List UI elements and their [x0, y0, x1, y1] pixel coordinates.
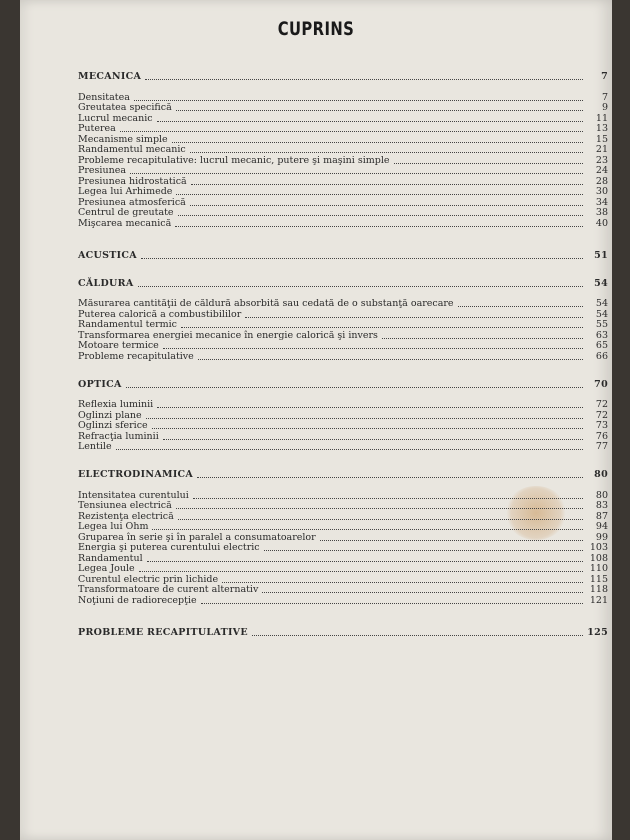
entry-title: Reflexia luminii [78, 399, 154, 410]
dot-leader [152, 529, 583, 530]
entry-title: Motoare termice [78, 340, 159, 351]
dot-leader [126, 387, 583, 388]
entry-page-number: 28 [595, 175, 608, 187]
entry-title: Probleme recapitulative: lucrul mecanic, putere şi maşini simple [78, 154, 390, 166]
entry-title: Lucrul mecanic [78, 112, 153, 124]
entry-title: Energia şi puterea curentului electric [78, 542, 260, 553]
entry-title: Lentile [78, 441, 112, 452]
toc-entry-row [78, 543, 608, 554]
toc-entry-row [78, 330, 608, 341]
section-title: MECANICA [78, 71, 142, 82]
entry-page-number: 30 [595, 186, 608, 197]
toc-entry-row [78, 574, 608, 585]
entry-title: Legea lui Ohm [78, 521, 149, 532]
entry-page-number: 9 [601, 102, 608, 113]
entry-page-number: 34 [595, 196, 608, 208]
dot-leader [201, 603, 583, 604]
entry-title: Măsurarea cantităţii de căldură absorbită sau cedată de o substanţă oarecare [78, 298, 454, 309]
toc-entry-row [78, 400, 608, 411]
entry-title: Mecanisme simple [78, 133, 168, 145]
entry-title: Presiunea [78, 165, 126, 176]
dot-leader [138, 286, 583, 287]
toc-entry-row [78, 124, 608, 135]
toc-entry-row [78, 166, 608, 177]
toc-entry-row [78, 532, 608, 543]
dot-leader [252, 635, 583, 636]
entry-page-number: 7 [601, 91, 608, 103]
dot-leader [139, 571, 583, 572]
entry-title: Randamentul [78, 552, 143, 564]
section-page-number: 80 [594, 469, 608, 480]
entry-page-number: 118 [589, 584, 608, 595]
dot-leader [264, 550, 583, 551]
entry-page-number: 80 [595, 489, 608, 501]
toc-entry-row [78, 490, 608, 501]
toc-entry-row [78, 595, 608, 606]
toc-section-row [78, 249, 608, 261]
toc-entry-row [78, 176, 608, 187]
section-page-number: 54 [594, 277, 608, 289]
dot-leader [141, 258, 583, 259]
entry-page-number: 115 [589, 573, 608, 585]
entry-page-number: 94 [595, 521, 608, 532]
section-spacer [78, 362, 608, 378]
entry-page-number: 55 [595, 319, 608, 330]
toc-entry-row [78, 145, 608, 156]
book-page [20, 0, 612, 840]
entry-title: Randamentul termic [78, 319, 177, 330]
entry-page-number: 63 [595, 329, 608, 341]
entry-title: Densitatea [78, 91, 130, 103]
toc-entry-row [78, 431, 608, 442]
dot-leader [176, 110, 583, 111]
entry-page-number: 40 [595, 217, 608, 229]
entry-title: Rezistenţa electrică [78, 510, 174, 522]
entry-page-number: 11 [595, 112, 608, 124]
dot-leader [130, 173, 583, 174]
entry-page-number: 23 [595, 154, 608, 166]
entry-title: Tensiunea electrică [78, 500, 172, 511]
entries-spacer [78, 390, 608, 400]
dot-leader [157, 121, 583, 122]
dot-leader [458, 306, 583, 307]
dot-leader [147, 561, 583, 562]
entry-page-number: 99 [595, 531, 608, 543]
dot-leader [134, 100, 583, 101]
entry-title: Puterea [78, 123, 116, 134]
entry-title: Refracţia luminii [78, 430, 159, 442]
entry-title: Mişcarea mecanică [78, 217, 172, 229]
entry-page-number: 76 [595, 430, 608, 442]
dot-leader [262, 592, 583, 593]
dot-leader [146, 418, 583, 419]
dot-leader [172, 142, 583, 143]
entry-page-number: 13 [595, 123, 608, 134]
toc-section-row [78, 378, 608, 390]
toc-entry-row [78, 309, 608, 320]
toc-section-row [78, 626, 608, 638]
dot-leader [163, 348, 583, 349]
dot-leader [181, 327, 583, 328]
entry-page-number: 103 [589, 542, 608, 553]
toc-entry-row [78, 341, 608, 352]
entry-page-number: 21 [595, 144, 608, 155]
toc-section-row [78, 468, 608, 480]
entry-page-number: 83 [595, 500, 608, 511]
toc-entry-row [78, 134, 608, 145]
section-page-number: 51 [594, 249, 608, 261]
toc-entry-row [78, 522, 608, 533]
entry-title: Intensitatea curentului [78, 489, 189, 501]
dot-leader [394, 163, 583, 164]
entry-title: Curentul electric prin lichide [78, 573, 219, 585]
entry-page-number: 54 [595, 308, 608, 320]
toc-section-row [78, 277, 608, 289]
toc-entry-row [78, 218, 608, 229]
toc-section-row [78, 70, 608, 82]
entry-page-number: 87 [595, 510, 608, 522]
entry-title: Puterea calorică a combustibililor [78, 308, 242, 320]
entry-page-number: 15 [595, 133, 608, 145]
toc-entry-row [78, 553, 608, 564]
dot-leader [382, 338, 583, 339]
entry-page-number: 77 [595, 441, 608, 452]
dot-leader [152, 428, 583, 429]
section-page-number: 125 [587, 626, 608, 638]
toc-entry-row [78, 410, 608, 421]
section-title: CĂLDURA [78, 277, 134, 289]
dot-leader [176, 194, 583, 195]
section-spacer [78, 229, 608, 249]
section-spacer [78, 452, 608, 468]
section-title: PROBLEME RECAPITULATIVE [78, 626, 248, 638]
toc-entry-row [78, 442, 608, 453]
entry-page-number: 110 [589, 563, 608, 574]
entry-title: Legea Joule [78, 563, 135, 574]
dot-leader [191, 184, 583, 185]
dot-leader [198, 359, 583, 360]
entry-page-number: 72 [595, 399, 608, 410]
toc-entry-row [78, 421, 608, 432]
dot-leader [175, 226, 583, 227]
dot-leader [197, 477, 583, 478]
toc-entry-row [78, 320, 608, 331]
section-spacer [78, 606, 608, 626]
entry-title: Centrul de greutate [78, 207, 174, 218]
dot-leader [176, 508, 583, 509]
dot-leader [178, 519, 583, 520]
entry-page-number: 65 [595, 340, 608, 351]
toc-entry-row [78, 351, 608, 362]
entry-page-number: 121 [589, 594, 608, 606]
section-title: ACUSTICA [78, 249, 137, 261]
dot-leader [120, 131, 583, 132]
dot-leader [193, 498, 583, 499]
toc-entry-row [78, 155, 608, 166]
entry-title: Presiunea hidrostatică [78, 175, 187, 187]
entry-page-number: 24 [595, 165, 608, 176]
entry-page-number: 66 [595, 350, 608, 362]
toc-entry-row [78, 585, 608, 596]
toc-entry-row [78, 511, 608, 522]
entry-title: Presiunea atmosferică [78, 196, 186, 208]
toc-entry-row [78, 187, 608, 198]
section-spacer [78, 261, 608, 277]
dot-leader [145, 79, 583, 80]
entry-title: Transformarea energiei mecanice în energie calorică şi invers [78, 329, 378, 341]
section-page-number: 7 [601, 71, 608, 82]
entry-title: Oglinzi sferice [78, 420, 148, 431]
dot-leader [190, 152, 583, 153]
entry-page-number: 73 [595, 420, 608, 431]
dot-leader [190, 205, 583, 206]
toc-entry-row [78, 113, 608, 124]
entries-spacer [78, 480, 608, 490]
entry-title: Greutatea specifică [78, 102, 172, 113]
dot-leader [245, 317, 583, 318]
entry-title: Legea lui Arhimede [78, 186, 173, 197]
toc-entry-row [78, 564, 608, 575]
toc-entry-row [78, 299, 608, 310]
page-title: CUPRINS [277, 18, 355, 40]
entry-title: Transformatoare de curent alternativ [78, 584, 259, 595]
table-of-contents [78, 70, 608, 638]
section-title: ELECTRODINAMICA [78, 469, 194, 480]
dot-leader [157, 407, 583, 408]
entry-page-number: 72 [595, 409, 608, 421]
entries-spacer [78, 82, 608, 92]
dot-leader [222, 582, 583, 583]
entry-title: Noţiuni de radiorecepţie [78, 594, 197, 606]
section-title: OPTICA [78, 378, 122, 390]
dot-leader [163, 439, 583, 440]
entries-spacer [78, 289, 608, 299]
dot-leader [116, 449, 583, 450]
toc-entry-row [78, 208, 608, 219]
section-page-number: 70 [594, 378, 608, 390]
toc-entry-row [78, 92, 608, 103]
entry-title: Gruparea în serie şi în paralel a consumatoarelor [78, 531, 316, 543]
entry-page-number: 38 [595, 207, 608, 218]
entry-page-number: 108 [589, 552, 608, 564]
toc-entry-row [78, 197, 608, 208]
dot-leader [320, 540, 583, 541]
entry-title: Probleme recapitulative [78, 350, 194, 362]
entry-title: Oglinzi plane [78, 409, 142, 421]
toc-entry-row [78, 501, 608, 512]
entry-title: Randamentul mecanic [78, 144, 186, 155]
toc-entry-row [78, 103, 608, 114]
entry-page-number: 54 [595, 298, 608, 309]
dot-leader [178, 215, 583, 216]
